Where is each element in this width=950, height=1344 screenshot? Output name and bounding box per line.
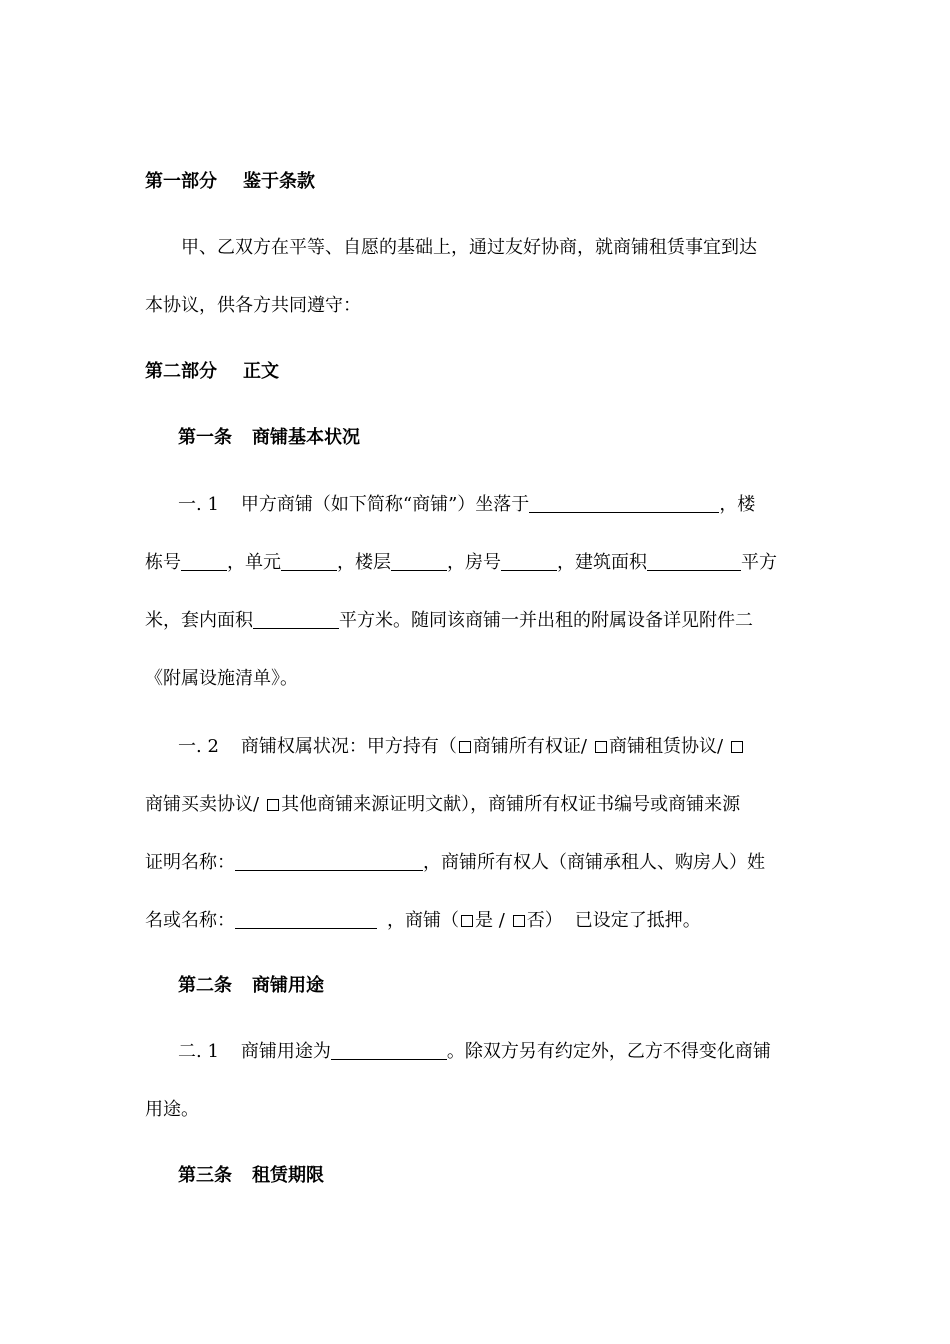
clause1-1-number: 一. 1: [178, 494, 219, 515]
blank-building-no[interactable]: [181, 552, 227, 571]
checkbox-other-proof[interactable]: [267, 799, 279, 811]
checkbox-mortgage-yes[interactable]: [461, 915, 473, 927]
part1-label: 第一部分: [145, 171, 217, 192]
clause1-2-line4: 名或名称： ，商铺（ 是 / 否） 已设定了抵押。: [145, 910, 701, 931]
article3-heading: [178, 1164, 324, 1188]
article3-title: 租赁期限: [252, 1165, 324, 1186]
clause1-1-line3: 米，套内面积 平方米。随同该商铺一并出租的附属设备详见附件二: [145, 610, 753, 631]
blank-inner-area[interactable]: [253, 610, 339, 629]
article1-title: 商铺基本状况: [252, 427, 360, 448]
blank-owner-name[interactable]: [235, 910, 377, 929]
clause1-1-line2: 栋号 ，单元 ，楼层 ，房号 ，建筑面积 平方: [145, 552, 777, 573]
clause2-1-line2: 用途。: [145, 1099, 199, 1120]
part2-label: 第二部分: [145, 361, 217, 382]
checkbox-mortgage-no[interactable]: [513, 915, 525, 927]
part2-heading: [145, 360, 279, 384]
part2-title: 正文: [243, 361, 279, 382]
blank-cert-number[interactable]: [235, 852, 423, 871]
blank-shop-use[interactable]: [331, 1041, 447, 1060]
blank-building-area[interactable]: [647, 552, 741, 571]
clause1-2-line1: 一. 2 商铺权属状况：甲方持有（ 商铺所有权证/ 商铺租赁协议/: [178, 735, 745, 759]
checkbox-ownership-cert[interactable]: [459, 741, 471, 753]
blank-room-no[interactable]: [501, 552, 557, 571]
clause1-2-line3: 证明名称： ，商铺所有权人（商铺承租人、购房人）姓: [145, 852, 765, 873]
recital-line1: 甲、乙双方在平等、自愿的基础上，通过友好协商，就商铺租赁事宜到达: [181, 237, 757, 258]
blank-floor[interactable]: [391, 552, 447, 571]
clause2-1-number: 二. 1: [178, 1041, 219, 1062]
part1-title: 鉴于条款: [243, 171, 315, 192]
recital-line2: 本协议，供各方共同遵守：: [145, 295, 361, 316]
clause1-1-line1: 一. 1 甲方商铺（如下简称“商铺”）坐落于 ，楼: [178, 494, 756, 515]
article2-label: 第二条: [178, 975, 232, 996]
article2-title: 商铺用途: [252, 975, 324, 996]
clause2-1-line1: 二. 1 商铺用途为 。除双方另有约定外，乙方不得变化商铺: [178, 1041, 771, 1062]
clause1-2-number: 一. 2: [178, 736, 219, 757]
clause1-2-line2: 商铺买卖协议/ 其他商铺来源证明文献），商铺所有权证书编号或商铺来源: [145, 794, 741, 815]
checkbox-lease-agreement[interactable]: [595, 741, 607, 753]
part1-heading: [145, 170, 315, 194]
checkbox-purchase-agreement[interactable]: [731, 741, 743, 753]
blank-location[interactable]: [529, 494, 719, 513]
article3-label: 第三条: [178, 1165, 232, 1186]
article2-heading: [178, 974, 324, 998]
article1-heading: [178, 426, 360, 450]
blank-unit[interactable]: [281, 552, 337, 571]
article1-label: 第一条: [178, 427, 232, 448]
clause1-1-line4: 《附属设施清单》。: [145, 668, 298, 689]
